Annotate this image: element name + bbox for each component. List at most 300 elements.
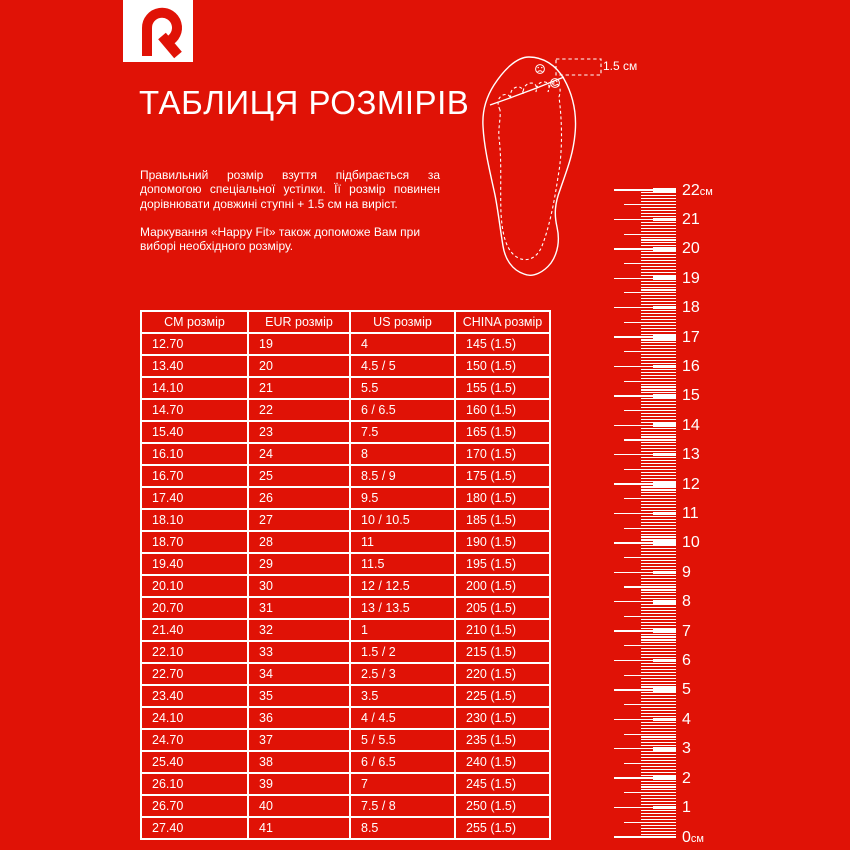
table-cell: 12.70 [141,333,248,355]
ruler-label: 1 [682,799,691,817]
ruler-tick-cm [614,807,676,808]
ruler-tick-mm [641,584,676,585]
ruler-tick-mm [641,581,676,582]
table-cell: 7.5 [350,421,455,443]
ruler-label: 4 [682,710,691,728]
ruler-tick-mm [641,422,676,423]
ruler-label: 18 [682,299,700,317]
table-cell: 14.70 [141,399,248,421]
ruler-tick-mm [641,769,676,770]
table-cell: 19 [248,333,350,355]
ruler-tick-cm [614,719,676,720]
ruler-tick-half [624,763,676,764]
ruler-tick-mm [641,684,676,685]
column-header: US розмір [350,311,455,333]
ruler-tick-mm [641,801,676,802]
table-cell: 40 [248,795,350,817]
table-cell: 32 [248,619,350,641]
ruler-tick-mm [641,448,676,449]
table-row [141,641,550,663]
table-cell: 24 [248,443,350,465]
ruler-tick-mm [641,784,676,785]
intro-text [140,168,440,267]
ruler-tick-mm [641,475,676,476]
ruler-tick-cm [614,748,676,749]
table-cell: 210 (1.5) [455,619,550,641]
ruler-tick-mm [641,519,676,520]
page-title: ТАБЛИЦЯ РОЗМІРІВ [139,84,470,121]
ruler-tick-cm [614,366,676,367]
table-cell: 18.70 [141,531,248,553]
table-cell: 13.40 [141,355,248,377]
ruler-tick-mm [641,751,676,752]
table-cell: 205 (1.5) [455,597,550,619]
table-cell: 200 (1.5) [455,575,550,597]
intro-paragraph-2: Маркування «Happy Fit» також допоможе Вам при виборі необхідного розміру. [140,224,421,254]
ruler-tick-half [624,645,676,646]
ruler-tick-mm [641,466,676,467]
table-cell: 1.5 / 2 [350,641,455,663]
ruler-tick-mm [641,598,676,599]
ruler-tick-mm [641,672,676,673]
ruler-tick-mm [641,413,676,414]
ruler-tick-cm [614,395,676,396]
brand-logo-r-icon [123,0,193,62]
ruler-label: 0см [682,828,704,846]
ruler-tick-mm [641,578,676,579]
ruler-tick-mm [641,654,676,655]
column-header: CM розмір [141,311,248,333]
table-row [141,707,550,729]
ruler-tick-mm [641,516,676,517]
ruler-tick-mm [641,642,676,643]
ruler-tick-mm [641,525,676,526]
table-row [141,509,550,531]
ruler-tick-mm [641,363,676,364]
table-cell: 16.70 [141,465,248,487]
ruler-tick-mm [641,736,676,737]
table-cell: 4 / 4.5 [350,707,455,729]
ruler-tick-mm [641,804,676,805]
table-cell: 22 [248,399,350,421]
ruler-tick-mm [641,725,676,726]
ruler-tick-mm [641,798,676,799]
table-cell: 8 [350,443,455,465]
table-cell: 15.40 [141,421,248,443]
ruler-tick-mm [641,760,676,761]
ruler-tick-cm-cap [653,806,676,810]
table-cell: 23 [248,421,350,443]
table-cell: 25.40 [141,751,248,773]
ruler-tick-half [624,704,676,705]
table-row [141,773,550,795]
ruler-tick-mm [641,757,676,758]
table-cell: 145 (1.5) [455,333,550,355]
ruler-tick-mm [641,692,676,693]
table-cell: 255 (1.5) [455,817,550,839]
ruler-tick-cm-cap [653,218,676,222]
table-cell: 3.5 [350,685,455,707]
ruler-tick-mm [641,592,676,593]
ruler-tick-mm [641,569,676,570]
ruler-tick-mm [641,828,676,829]
table-cell: 195 (1.5) [455,553,550,575]
ruler-tick-mm [641,304,676,305]
ruler-label: 5 [682,681,691,699]
table-cell: 19.40 [141,553,248,575]
ruler-tick-mm [641,510,676,511]
foot-measurement-diagram [465,45,650,290]
ruler-tick-mm [641,781,676,782]
table-cell: 22.70 [141,663,248,685]
ruler-tick-half [624,616,676,617]
table-cell: 230 (1.5) [455,707,550,729]
ruler-tick-half [624,439,676,440]
ruler-tick-cm [614,572,676,573]
ruler-tick-mm [641,295,676,296]
table-cell: 7 [350,773,455,795]
ruler-tick-mm [641,457,676,458]
table-cell: 8.5 [350,817,455,839]
ruler-tick-mm [641,522,676,523]
ruler-tick-cm [614,630,676,631]
ruler-tick-half [624,822,676,823]
ruler-tick-cm-cap [653,394,676,398]
ruler-tick-mm [641,551,676,552]
ruler-tick-mm [641,345,676,346]
ruler-tick-mm [641,625,676,626]
ruler-tick-mm [641,695,676,696]
ruler-label: 7 [682,622,691,640]
table-cell: 20.70 [141,597,248,619]
table-cell: 21.40 [141,619,248,641]
ruler-tick-mm [641,478,676,479]
ruler-tick-mm [641,731,676,732]
ruler-tick-mm [641,298,676,299]
ruler-tick-half [624,410,676,411]
ruler-tick-mm [641,378,676,379]
table-row [141,443,550,465]
ruler-tick-mm [641,634,676,635]
ruler-tick-cm-cap [653,453,676,457]
ruler-tick-cm-cap [653,776,676,780]
ruler-tick-cm-cap [653,482,676,486]
ruler-tick-cm [614,660,676,661]
ruler-tick-mm [641,486,676,487]
ruler-tick-cm-cap [653,747,676,751]
ruler-tick-cm [614,307,676,308]
table-cell: 20 [248,355,350,377]
ruler-tick-mm [641,619,676,620]
table-cell: 160 (1.5) [455,399,550,421]
ruler-tick-mm [641,722,676,723]
ruler-tick-half [624,792,676,793]
ruler-tick-mm [641,492,676,493]
ruler-tick-mm [641,463,676,464]
ruler-tick-mm [641,339,676,340]
table-cell: 38 [248,751,350,773]
table-row [141,729,550,751]
table-header-row [141,311,550,333]
ruler-label: 19 [682,269,700,287]
ruler-tick-mm [641,813,676,814]
ruler-tick-cm-cap [653,659,676,663]
ruler-tick-cm-cap [653,629,676,633]
ruler-tick-half [624,734,676,735]
table-cell: 36 [248,707,350,729]
ruler-tick-mm [641,460,676,461]
ruler-tick-mm [641,301,676,302]
ruler-tick-mm [641,507,676,508]
ruler-tick-half [624,498,676,499]
table-cell: 23.40 [141,685,248,707]
ruler-tick-mm [641,589,676,590]
table-cell: 26.70 [141,795,248,817]
ruler-tick-cm [614,513,676,514]
ruler-tick-mm [641,369,676,370]
table-row [141,663,550,685]
ruler-tick-mm [641,404,676,405]
ruler-tick-half [624,675,676,676]
table-cell: 190 (1.5) [455,531,550,553]
ruler-tick-mm [641,563,676,564]
ruler-label: 20 [682,240,700,258]
ruler-tick-cm-cap [653,276,676,280]
ruler-tick-cm [614,483,676,484]
ruler-tick-mm [641,825,676,826]
ruler-label: 3 [682,740,691,758]
ruler-tick-cm-cap [653,365,676,369]
ruler-tick-cm-cap [653,306,676,310]
ruler-label: 12 [682,475,700,493]
ruler-tick-mm [641,342,676,343]
table-cell: 180 (1.5) [455,487,550,509]
ruler-tick-mm [641,595,676,596]
ruler-label: 2 [682,769,691,787]
table-cell: 41 [248,817,350,839]
table-row [141,751,550,773]
table-cell: 165 (1.5) [455,421,550,443]
ruler-tick-mm [641,604,676,605]
ruler-tick-mm [641,772,676,773]
ruler-tick-mm [641,789,676,790]
ruler-tick-mm [641,639,676,640]
ruler-tick-mm [641,434,676,435]
table-cell: 22.10 [141,641,248,663]
ruler-tick-mm [641,419,676,420]
ruler-tick-mm [641,816,676,817]
ruler-tick-mm [641,701,676,702]
table-cell: 27 [248,509,350,531]
ruler-tick-mm [641,745,676,746]
table-cell: 170 (1.5) [455,443,550,465]
ruler-tick-cm [614,542,676,543]
table-cell: 155 (1.5) [455,377,550,399]
ruler-tick-mm [641,622,676,623]
table-cell: 26.10 [141,773,248,795]
table-cell: 240 (1.5) [455,751,550,773]
ruler-tick-mm [641,331,676,332]
table-cell: 30 [248,575,350,597]
table-cell: 25 [248,465,350,487]
ruler-label: 16 [682,357,700,375]
ruler-tick-mm [641,698,676,699]
ruler-tick-cm [614,336,676,337]
ruler-tick-mm [641,831,676,832]
insole-outline [483,57,576,275]
ruler-tick-mm [641,666,676,667]
table-cell: 21 [248,377,350,399]
ruler-tick-mm [641,472,676,473]
ruler-label: 21 [682,210,700,228]
ruler-tick-mm [641,819,676,820]
ruler-tick-mm [641,375,676,376]
ruler-tick-mm [641,328,676,329]
ruler-tick-mm [641,384,676,385]
table-cell: 150 (1.5) [455,355,550,377]
table-cell: 9.5 [350,487,455,509]
table-header [141,311,550,333]
ruler-tick-mm [641,713,676,714]
table-body [141,333,550,839]
ruler-tick-mm [641,795,676,796]
table-cell: 11.5 [350,553,455,575]
column-header: EUR розмір [248,311,350,333]
ruler-tick-mm [641,445,676,446]
foot-outline-dashed [498,82,561,260]
ruler-tick-mm [641,554,676,555]
ruler-label: 11 [682,505,699,522]
ruler-tick-mm [641,566,676,567]
table-cell: 28 [248,531,350,553]
table-cell: 18.10 [141,509,248,531]
ruler-label: 8 [682,593,691,611]
ruler-tick-mm [641,754,676,755]
table-cell: 20.10 [141,575,248,597]
ruler-tick-mm [641,504,676,505]
ruler-tick-mm [641,710,676,711]
ruler-tick-mm [641,401,676,402]
ruler-label: 9 [682,563,691,581]
ruler-tick-half [624,292,676,293]
ruler-tick-mm [641,310,676,311]
table-cell: 5.5 [350,377,455,399]
table-cell: 31 [248,597,350,619]
table-cell: 33 [248,641,350,663]
ruler-tick-mm [641,657,676,658]
ruler-tick-mm [641,442,676,443]
ruler-tick-cm [614,689,676,690]
ruler-tick-mm [641,628,676,629]
ruler-tick-mm [641,539,676,540]
ruler-tick-mm [641,663,676,664]
ruler-tick-mm [641,681,676,682]
ruler-tick-half [624,469,676,470]
table-row [141,421,550,443]
sad-face-icon [536,65,545,74]
ruler-tick-cm-cap [653,247,676,251]
ruler-tick-mm [641,716,676,717]
table-cell: 24.10 [141,707,248,729]
table-cell: 8.5 / 9 [350,465,455,487]
table-row [141,531,550,553]
allowance-label: 1.5 см [603,59,638,73]
ruler-tick-mm [641,742,676,743]
ruler-tick-mm [641,501,676,502]
table-cell: 16.10 [141,443,248,465]
ruler-tick-mm [641,481,676,482]
table-row [141,795,550,817]
ruler-tick-mm [641,531,676,532]
ruler-label: 14 [682,416,700,434]
table-cell: 34 [248,663,350,685]
ruler-tick-mm [641,431,676,432]
table-row [141,377,550,399]
ruler-tick-mm [641,372,676,373]
table-row [141,597,550,619]
ruler-tick-mm [641,728,676,729]
table-cell: 185 (1.5) [455,509,550,531]
table-cell: 10 / 10.5 [350,509,455,531]
ruler-tick-mm [641,334,676,335]
ruler-tick-mm [641,651,676,652]
table-cell: 1 [350,619,455,641]
ruler-label: 13 [682,446,700,464]
ruler-tick-cm [614,601,676,602]
table-row [141,487,550,509]
column-header: CHINA розмір [455,311,550,333]
ruler-tick-cm-cap [653,688,676,692]
ruler-tick-mm [641,534,676,535]
ruler-tick-mm [641,536,676,537]
table-cell: 12 / 12.5 [350,575,455,597]
ruler-tick-cm-cap [653,335,676,339]
table-row [141,333,550,355]
ruler-tick-mm [641,489,676,490]
ruler-label: 6 [682,652,691,670]
ruler-tick-mm [641,707,676,708]
ruler-label: 15 [682,387,700,405]
ruler-tick-mm [641,354,676,355]
ruler-tick-mm [641,436,676,437]
ruler-tick-mm [641,560,676,561]
table-cell: 4 [350,333,455,355]
table-row [141,685,550,707]
ruler-tick-mm [641,766,676,767]
table-row [141,355,550,377]
allowance-measure-box [556,59,601,75]
table-cell: 11 [350,531,455,553]
table-row [141,575,550,597]
ruler-tick-mm [641,407,676,408]
table-cell: 250 (1.5) [455,795,550,817]
ruler-tick-mm [641,607,676,608]
ruler-tick-cm [614,777,676,778]
ruler-tick-mm [641,739,676,740]
ruler-tick-cm [614,454,676,455]
table-cell: 6 / 6.5 [350,751,455,773]
ruler-tick-cm [614,836,676,837]
intro-paragraph-1: Правильний розмір взуття підбирається за допомогою спеціальної устілки. Її розмір повинен дорівнювати довжині ступні + 1.5 см на виріст. [140,168,440,211]
table-cell: 26 [248,487,350,509]
ruler-tick-half [624,381,676,382]
ruler-tick-mm [641,548,676,549]
ruler-tick-mm [641,786,676,787]
ruler-tick-cm-cap [653,423,676,427]
ruler-tick-mm [641,428,676,429]
ruler-tick-mm [641,834,676,835]
ruler-tick-mm [641,316,676,317]
